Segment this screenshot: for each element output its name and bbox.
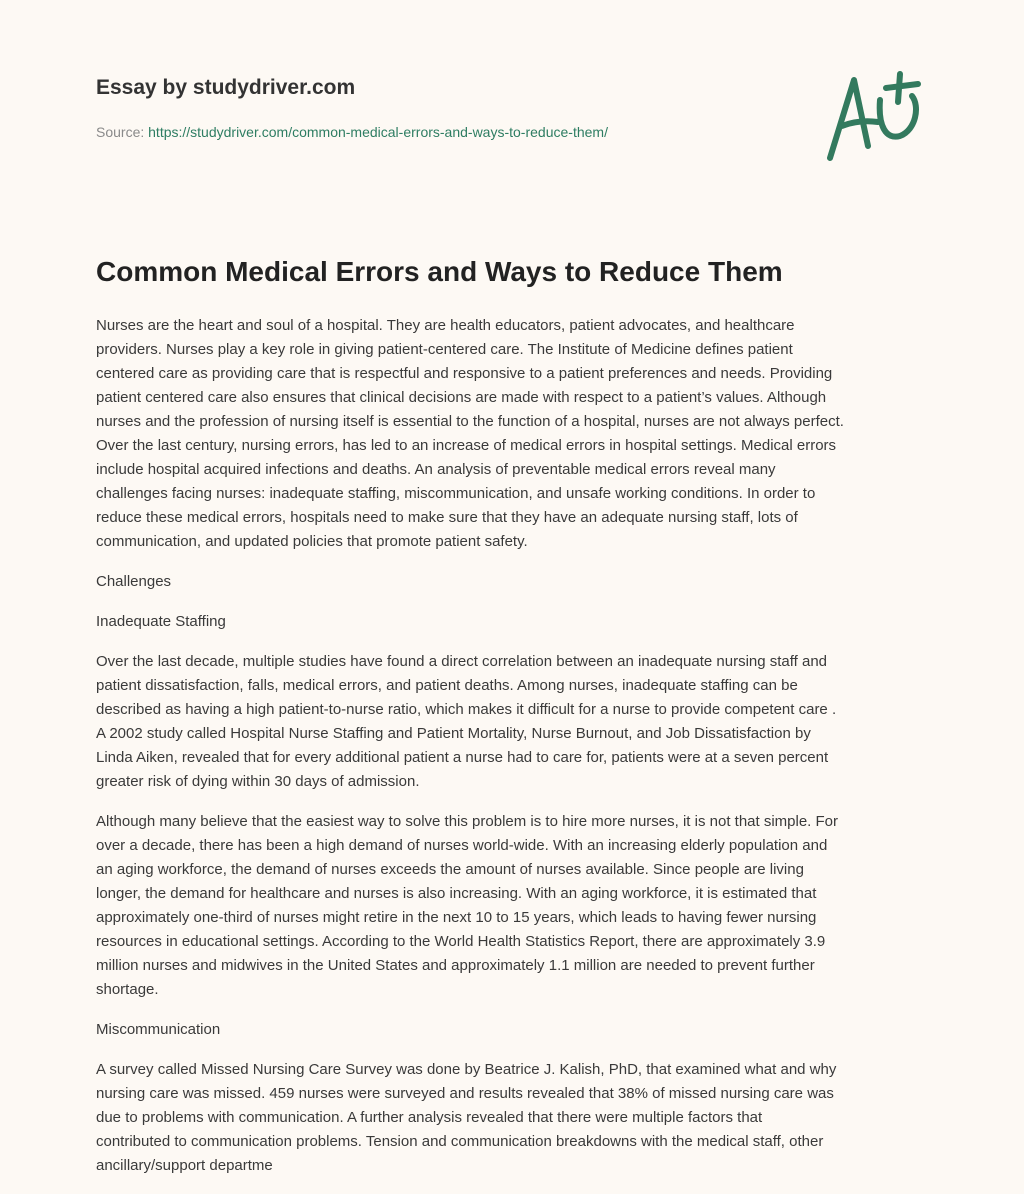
paragraph [96,1058,946,1178]
source-line [96,124,608,140]
text-line: A survey called Missed Nursing Care Survey was done by Beatrice J. Kalish, PhD, that examined what and why [96,1061,837,1078]
text-line: patient dissatisfaction, falls, medical errors, and patient deaths. Among nurses, inadequate staffing can be [96,677,798,694]
text-line: greater risk of dying within 30 days of admission. [96,773,420,790]
text-line: Over the last century, nursing errors, has led to an increase of medical errors in hospital settings. Medical errors [96,437,837,454]
page-title: Common Medical Errors and Ways to Reduce Them [96,256,783,287]
text-line: approximately one-third of nurses might retire in the next 10 to 15 years, which leads to having fewer nursing [96,909,817,926]
text-line: communication, and updated policies that promote patient safety. [96,533,528,550]
text-line: nursing care was missed. 459 nurses were surveyed and results revealed that 38% of missed nursing care was [96,1085,834,1102]
text-line: Inadequate Staffing [96,613,226,630]
text-line: ancillary/support departme [96,1157,273,1174]
paragraph [96,650,946,794]
a-plus-logo-icon [820,66,930,166]
text-line: Linda Aiken, revealed that for every additional patient a nurse had to care for, patients were at a seven percent [96,749,829,766]
text-line: an aging workforce, the demand of nurses exceeds the amount of nurses available. Since people are living [96,861,804,878]
section-heading [96,1018,946,1042]
text-line: Nurses are the heart and soul of a hospital. They are health educators, patient advocates, and healthcare [96,317,795,334]
section-heading [96,610,946,634]
text-line: million nurses and midwives in the United States and approximately 1.1 million are needed to prevent further [96,957,815,974]
text-line: over a decade, there has been a high demand of nurses world-wide. With an increasing elderly population and [96,837,828,854]
source-link[interactable]: https://studydriver.com/common-medical-errors-and-ways-to-reduce-them/ [148,124,608,140]
text-line: due to problems with communication. A further analysis revealed that there were multiple factors that [96,1109,763,1126]
text-line: providers. Nurses play a key role in giving patient-centered care. The Institute of Medicine defines patient [96,341,793,358]
paragraph [96,810,946,1002]
paragraph [96,314,946,554]
text-line: A 2002 study called Hospital Nurse Staffing and Patient Mortality, Nurse Burnout, and Job Dissatisfaction by [96,725,811,742]
text-line: longer, the demand for healthcare and nurses is also increasing. With an aging workforce, it is estimated that [96,885,817,902]
essay-body [96,314,946,1194]
text-line: patient centered care also ensures that clinical decisions are made with respect to a patient’s values. Although [96,389,827,406]
text-line: Over the last decade, multiple studies have found a direct correlation between an inadequate nursing staff and [96,653,828,670]
text-line: nurses and the profession of nursing itself is essential to the function of a hospital, nurses are not always perfect. [96,413,844,430]
text-line: centered care as providing care that is respectful and responsive to a patient preferences and needs. Providing [96,365,833,382]
text-line: include hospital acquired infections and deaths. An analysis of preventable medical errors reveal many [96,461,776,478]
text-line: Miscommunication [96,1021,221,1038]
text-line: resources in educational settings. According to the World Health Statistics Report, there are approximately 3.9 [96,933,826,950]
text-line: reduce these medical errors, hospitals need to make sure that they have an adequate nursing staff, lots of [96,509,798,526]
site-title: Essay by studydriver.com [96,76,356,99]
source-label: Source: [96,124,145,140]
text-line: contributed to communication problems. Tension and communication breakdowns with the medical staff, other [96,1133,824,1150]
text-line: described as having a high patient-to-nurse ratio, which makes it difficult for a nurse to provide competent care . [96,701,837,718]
text-line: shortage. [96,981,159,998]
text-line: challenges facing nurses: inadequate staffing, miscommunication, and unsafe working conditions. In order to [96,485,816,502]
section-heading [96,570,946,594]
text-line: Challenges [96,573,172,590]
text-line: Although many believe that the easiest way to solve this problem is to hire more nurses, it is not that simple. For [96,813,839,830]
